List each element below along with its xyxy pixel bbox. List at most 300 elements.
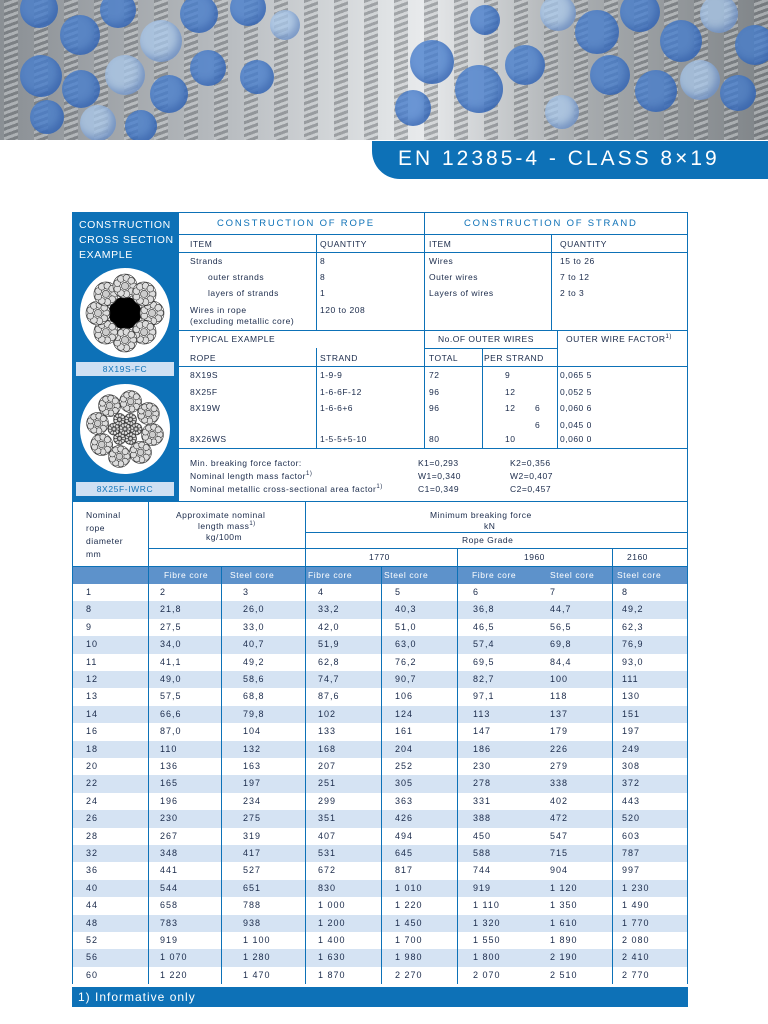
table-cell: 57,5 [160,691,182,702]
table-cell: 2 510 [550,969,578,980]
table-cell: 919 [160,935,179,945]
table-cell: 1 010 [395,882,423,893]
table-cell: 2 [160,587,167,597]
example-factor-cell: 0,065 5 [560,370,592,380]
data-sheet [72,212,688,1007]
column-divider [687,567,688,984]
table-cell: 651 [243,882,262,893]
example-factor-cell: 0,045 0 [560,420,592,430]
table-cell: 275 [243,813,262,824]
rope-quantity: 120 to 208 [320,305,366,315]
table-cell: 76,2 [395,656,417,667]
mass-header-note: 1) [249,521,256,528]
table-cell: 1 220 [160,969,188,980]
factor-k1: K1=0,293 [418,458,459,468]
decorative-circle [505,45,545,85]
rope-quantity: 8 [320,272,326,282]
example-total-cell: 72 [429,370,440,380]
divider [457,548,458,567]
divider [316,234,317,330]
wire-shape [134,427,138,431]
footnote: 1) Informative only [78,990,196,1004]
table-cell: 2 410 [622,952,650,963]
decorative-circle [60,15,100,55]
table-cell: 1 450 [395,917,423,928]
table-cell: 1 610 [550,917,578,928]
wire-shape [149,431,156,438]
table-cell: 100 [550,674,569,684]
decorative-circle [660,20,702,62]
wire-shape [155,304,162,311]
table-cell: 87,6 [318,691,340,702]
factor-label-3-text: Nominal metallic cross-sectional area factor [190,484,377,494]
wire-shape [118,437,122,441]
table-cell: 22 [86,778,99,789]
example-rope-cell: 8X26WS [190,434,227,444]
table-cell: 13 [86,691,99,702]
table-cell: 41,1 [160,656,182,667]
wire-shape [112,398,118,404]
table-cell: 2 070 [473,969,501,980]
divider [148,502,149,567]
decorative-circle [140,20,182,62]
example-rope-cell: 8X25F [190,387,218,397]
divider [178,448,688,449]
table-cell: 14 [86,708,99,719]
table-cell: 110 [160,743,178,754]
factor-label-3 [190,484,383,494]
decorative-circle [20,0,58,28]
table-cell: 179 [550,726,569,737]
decorative-circle [590,55,630,95]
wire-shape [128,277,135,284]
table-cell: 74,7 [318,674,340,684]
table-cell: 817 [395,865,414,876]
core-type-label: Steel core [617,570,662,580]
table-cell: 87,0 [160,726,182,737]
divider [612,548,613,567]
heading-line-3: EXAMPLE [79,249,133,261]
rope-texture [334,0,348,140]
table-cell: 787 [622,848,641,858]
decorative-circle [20,55,62,97]
construction-of-rope-title: CONSTRUCTION OF ROPE [217,218,375,229]
core-type-label: Steel core [384,570,429,580]
wire-shape [127,398,134,405]
table-cell: 715 [550,848,569,858]
wire-shape [132,434,135,437]
table-cell: 68,8 [243,691,265,702]
typical-example-title: TYPICAL EXAMPLE [190,334,276,344]
table-row [72,810,688,827]
table-cell: 18 [86,743,99,754]
table-cell: 186 [473,743,492,754]
example-factor-cell: 0,052 5 [560,387,592,397]
table-cell: 133 [318,726,337,737]
table-cell: 32 [86,848,99,858]
table-cell: 830 [318,882,337,893]
table-cell: 363 [395,795,414,806]
table-cell: 44,7 [550,604,572,615]
table-row [72,741,688,758]
divider [305,502,306,567]
rope-quantity: 1 [320,288,326,298]
table-cell: 42,0 [318,621,340,632]
wire-shape [143,444,149,450]
rope-item-note: (excluding metallic core) [190,316,295,326]
cross-section-panel [72,212,178,502]
factor-c2: C2=0,457 [510,484,552,494]
table-cell: 531 [318,848,337,858]
decorative-circle [545,95,579,129]
table-cell: 234 [243,795,262,806]
table-cell: 90,7 [395,674,417,684]
example-per-strand-cell: 9 [505,370,511,380]
factor-label-1: Min. breaking force factor: [190,458,302,468]
table-cell: 1 [86,587,93,597]
table-cell: 1 220 [395,900,423,911]
table-cell: 66,6 [160,708,182,719]
column-number-row [72,584,688,601]
total-column-header: TOTAL [429,353,459,363]
table-cell: 1 000 [318,900,346,911]
table-cell: 2 080 [622,935,650,945]
divider [178,330,688,331]
table-cell: 1 470 [243,969,271,980]
table-row [72,619,688,636]
table-row [72,758,688,775]
table-cell: 230 [160,813,179,824]
table-row [72,793,688,810]
wire-shape [104,437,110,443]
table-cell: 1 230 [622,882,650,893]
table-cell: 8 [622,587,629,597]
table-cell: 267 [160,830,179,841]
strand-item-header: ITEM [429,239,452,249]
table-cell: 165 [160,778,179,789]
factor-k2: K2=0,356 [510,458,551,468]
table-row [72,688,688,705]
mbf-header-line: kN [484,521,496,531]
table-cell: 33,2 [318,604,340,615]
table-cell: 20 [86,761,99,771]
table-cell: 8 [86,604,93,615]
table-row [72,654,688,671]
table-cell: 1 800 [473,952,501,963]
divider [148,548,688,549]
core-type-label: Steel core [550,570,595,580]
rope-item: Strands [190,256,223,266]
table-cell: 52 [86,935,99,945]
rope-item-header: ITEM [190,239,213,249]
divider [178,252,688,253]
table-cell: 60 [86,969,99,980]
decorative-circle [80,105,116,140]
table-cell: 1 320 [473,917,501,928]
wire-shape [100,416,106,422]
example-per-strand_b-cell: 6 [535,420,541,430]
wire-shape [121,282,128,289]
outer-wire-factor-title [566,334,672,344]
table-cell: 6 [473,587,480,597]
table-cell: 520 [622,813,641,824]
diameter-header-line: Nominal [86,510,121,520]
diameter-header-line: rope [86,523,106,533]
table-cell: 904 [550,865,569,876]
table-cell: 450 [473,830,492,841]
table-cell: 305 [395,778,414,789]
table-cell: 938 [243,917,262,928]
wire-shape [137,449,144,456]
strand-item: Wires [429,256,454,266]
factor-w2: W2=0,407 [510,471,553,481]
table-cell: 49,2 [622,604,644,615]
wire-shape [118,418,122,422]
wire-shape [155,427,161,433]
wire-shape [148,309,155,316]
wire-shape [121,415,124,418]
table-row [72,897,688,914]
decorative-circle [540,0,576,31]
example-per-strand-cell: 12 [505,387,516,397]
strand-column-header: STRAND [320,353,358,363]
page-title: EN 12385-4 - CLASS 8×19 [398,147,720,170]
header-banner-image [0,0,768,140]
factor-c1: C1=0,349 [418,484,460,494]
wire-shape [123,427,127,431]
table-cell: 407 [318,830,337,841]
title-tab [372,141,768,179]
table-cell: 84,4 [550,656,572,667]
decorative-circle [680,60,720,100]
table-cell: 645 [395,848,414,858]
decorative-circle [62,70,100,108]
table-cell: 49,2 [243,656,265,667]
table-cell: 1 890 [550,935,578,945]
table-cell: 997 [622,865,641,876]
table-cell: 2 770 [622,969,650,980]
table-cell: 136 [160,761,179,771]
table-cell: 230 [473,761,492,771]
table-cell: 76,9 [622,639,644,650]
factor-note: 1) [665,334,672,341]
table-cell: 44 [86,900,99,911]
table-cell: 417 [243,848,262,858]
example-strand-cell: 1-5-5+5-10 [320,434,367,444]
column-divider [221,567,222,984]
table-cell: 1 700 [395,935,423,945]
decorative-circle [470,5,500,35]
table-cell: 57,4 [473,639,495,650]
decorative-circle [150,75,188,113]
table-cell: 197 [243,778,262,789]
table-cell: 1 550 [473,935,501,945]
table-cell: 1 980 [395,952,423,963]
wire-shape [151,406,157,412]
table-cell: 7 [550,587,557,597]
table-cell: 1 200 [318,917,346,928]
decorative-circle [240,60,274,94]
table-cell: 207 [318,761,337,771]
cross-section-caption-1: 8X19S-FC [76,362,174,376]
table-cell: 788 [243,900,262,911]
decorative-circle [395,90,431,126]
table-cell: 40 [86,882,99,893]
table-cell: 104 [243,726,262,737]
table-cell: 196 [160,795,179,806]
heading-line-1: CONSTRUCTION [79,219,171,231]
decorative-circle [125,110,157,140]
strand-item: Layers of wires [429,288,494,298]
table-cell: 744 [473,865,492,876]
table-cell: 26,0 [243,604,265,615]
table-row [72,845,688,862]
rope-item: outer strands [208,272,265,282]
wire-shape [112,427,116,431]
table-row [72,967,688,984]
table-row [72,932,688,949]
table-cell: 672 [318,865,337,876]
table-cell: 603 [622,830,641,841]
table-cell: 278 [473,778,492,789]
factor-label-2-text: Nominal length mass factor [190,471,306,481]
table-cell: 388 [473,813,492,824]
rope-quantity-header: QUANTITY [320,239,367,249]
table-cell: 1 770 [622,917,650,928]
table-row [72,949,688,966]
table-cell: 79,8 [243,708,265,719]
factor-title-text: OUTER WIRE FACTOR [566,334,666,344]
table-cell: 527 [243,865,262,876]
per-strand-column-header: PER STRAND [484,353,544,363]
diameter-header-line: diameter [86,536,124,546]
table-cell: 26 [86,813,99,824]
table-cell: 151 [622,708,641,719]
table-cell: 426 [395,813,414,824]
table-row [72,880,688,897]
decorative-circle [190,50,226,86]
table-row [72,671,688,688]
wire-shape [102,290,109,297]
table-cell: 441 [160,865,179,876]
wire-shape [137,425,140,428]
table-cell: 9 [86,621,93,632]
table-cell: 62,8 [318,656,340,667]
example-factor-cell: 0,060 6 [560,403,592,413]
example-total-cell: 80 [429,434,440,444]
wire-shape [129,437,133,441]
strand-quantity-header: QUANTITY [560,239,607,249]
wire-shape [126,425,129,428]
decorative-circle [575,10,619,54]
table-cell: 4 [318,587,325,597]
divider [305,532,688,533]
table-cell: 252 [395,761,414,771]
rope-item: layers of strands [208,288,279,298]
diameter-header-line: mm [86,549,102,559]
table-cell: 28 [86,830,99,841]
table-cell: 49,0 [160,674,182,684]
rope-texture [754,0,768,140]
column-divider [381,567,382,984]
table-cell: 226 [550,743,569,754]
table-cell: 51,0 [395,621,417,632]
table-cell: 106 [395,691,414,702]
table-cell: 351 [318,813,337,824]
table-cell: 1 870 [318,969,346,980]
column-divider [148,567,149,984]
wire-shape [116,453,123,460]
decorative-circle [455,65,503,113]
table-row [72,723,688,740]
table-cell: 147 [473,726,492,737]
divider [424,330,425,448]
table-cell: 97,1 [473,691,495,702]
strand-quantity: 2 to 3 [560,288,585,298]
divider [424,348,557,349]
table-cell: 547 [550,830,569,841]
decorative-circle [105,55,145,95]
table-cell: 113 [473,708,491,719]
cross-section-caption-2: 8X25F-IWRC [76,482,174,496]
table-cell: 2 190 [550,952,578,963]
table-cell: 919 [473,882,492,893]
table-cell: 783 [160,917,179,928]
table-cell: 21,8 [160,604,182,615]
table-cell: 5 [395,587,402,597]
table-row [72,915,688,932]
table-cell: 338 [550,778,569,789]
wire-shape [102,328,109,335]
example-total-cell: 96 [429,403,440,413]
table-cell: 308 [622,761,641,771]
factor-label-2 [190,471,312,481]
decorative-circle [735,25,768,65]
table-cell: 56,5 [550,621,572,632]
table-cell: 3 [243,587,250,597]
table-cell: 34,0 [160,639,182,650]
table-cell: 36 [86,865,99,876]
table-cell: 319 [243,830,262,841]
column-divider [305,567,306,984]
table-cell: 1 100 [243,935,271,945]
example-total-cell: 96 [429,387,440,397]
example-strand-cell: 1-9-9 [320,370,343,380]
table-cell: 279 [550,761,569,771]
wire-shape [122,449,128,455]
table-cell: 63,0 [395,639,417,650]
table-cell: 299 [318,795,337,806]
divider [178,366,688,367]
table-cell: 168 [318,743,337,754]
decorative-circle [180,0,218,33]
table-cell: 1 350 [550,900,578,911]
rope-item: Wires in rope [190,305,247,315]
table-cell: 204 [395,743,414,754]
mass-header-line: Approximate nominal [176,510,266,520]
table-cell: 1 120 [550,882,578,893]
table-cell: 372 [622,778,641,789]
wire-shape [140,290,147,297]
example-factor-cell: 0,060 0 [560,434,592,444]
table-cell: 82,7 [473,674,495,684]
table-cell: 10 [86,639,99,650]
divider [316,348,317,448]
example-per-strand-cell: 12 [505,403,516,413]
table-cell: 249 [622,743,641,754]
table-cell: 40,3 [395,604,417,615]
core-type-label: Fibre core [164,570,209,580]
